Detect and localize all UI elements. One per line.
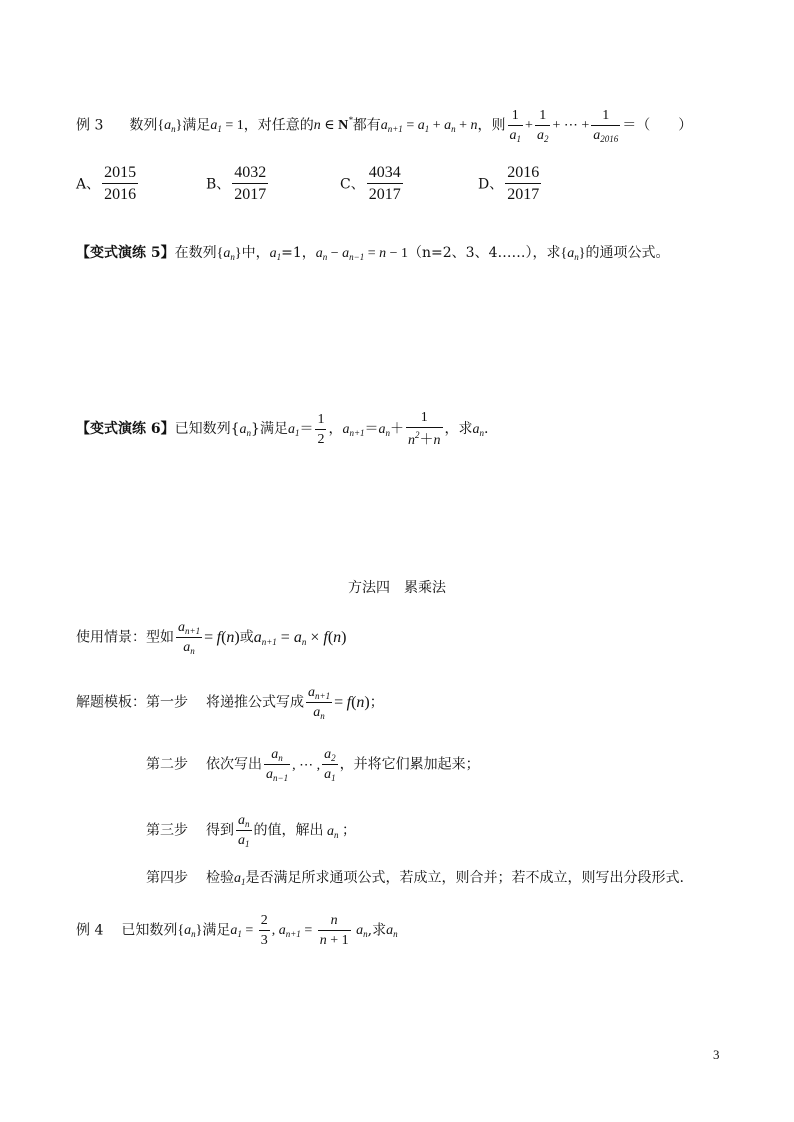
variant-5: 【变式演练 5】在数列$\{a_n\}$中，$a_1=1$，$a_n - a_{n-1} = n - 1(n=2$、3、4……），求$\{a_n\}$的通项公式。 — [76, 245, 670, 262]
example-4-formula: $a_1$ = $\frac{2}{3}$ , $a_{n+1}$ = $\frac{n}{n + 1}$ $a_n$ — [230, 913, 368, 949]
recurrence-formula: $a_{n+1} = a_1 + a_n + n$ — [380, 118, 478, 135]
variant-6: 【变式演练 6】已知数列$\{a_n\}$满足$a_1=$ $\frac{1}{2}$ ，$a_{n+1}=a_n+$ $\frac{1}{n^2+n}$ ，求$a_n$. — [76, 410, 489, 449]
method-4-title: 方法四 累乘法 — [348, 580, 446, 596]
usage-label: 使用情景： — [76, 629, 146, 646]
variant-5-recurrence: $a_n - a_{n-1} = n - 1$ — [315, 246, 409, 262]
template-step-3: 第三步 得到 $\frac{a_n}{a_1}$ 的值，解出 $a_n$ ； — [146, 813, 356, 850]
template-step-1: 解题模板：第一步 将递推公式写成 $\frac{a_{n+1}}{a_n}$ = f(n)； — [76, 685, 384, 722]
template-step-2: 第二步 依次写出 $\frac{a_n}{a_{n-1}}$ , ⋯ , $\frac{a_2}{a_1}$ ，并将它们累加起来； — [146, 747, 480, 784]
option-d: D、 $\frac{2016}{2017}$ — [478, 164, 540, 204]
option-c-letter: C、 — [340, 176, 365, 193]
option-a: A、 $\frac{2015}{2016}$ — [76, 164, 137, 204]
variant-5-label: 【变式演练 5】 — [76, 245, 175, 261]
example-3: 例 3 数列$\{a_n\}$满足$a_1 = 1$，对任意的n ∈ N*都有$a_{n+1} = a_1 + a_n + n$，则 $\frac{1}{a_1}$ + $\frac{1}{a_2}$ + ⋯ + $\frac{1}{a_{2016}}$ ＝（ ） — [76, 108, 693, 145]
usage-scenario: 使用情景：型如 $\frac{a_{n+1}}{a_n}$ = f(n)或$a_{n+1} = a_n \times f(n)$ — [76, 620, 347, 657]
example-4: 例 4 已知数列$\{a_n\}$满足$a_1$ = $\frac{2}{3}$ , $a_{n+1}$ = $\frac{n}{n + 1}$ $a_n$,求$a_n$ — [76, 913, 398, 949]
template-step-4: 第四步 检验$a_1$是否满足所求通项公式，若成立，则合并；若不成立，则写出分段形式. — [146, 870, 684, 887]
page-number: 3 — [713, 1047, 720, 1062]
reciprocal-sum: $\frac{1}{a_1}$ + $\frac{1}{a_2}$ + ⋯ + $\frac{1}{a_{2016}}$ — [509, 108, 619, 145]
option-b: B、 $\frac{4032}{2017}$ — [206, 164, 267, 204]
option-b-letter: B、 — [206, 176, 231, 193]
template-label: 解题模板： — [76, 694, 146, 711]
option-a-letter: A、 — [76, 176, 101, 193]
option-c: C、 $\frac{4034}{2017}$ — [340, 164, 401, 204]
variant-6-recurrence: $a_{n+1}=a_n+$ $\frac{1}{n^2+n}$ — [342, 410, 441, 449]
sequence-an: $\{a_n\}$ — [157, 118, 183, 135]
example-3-label: 例 3 — [76, 117, 104, 134]
option-d-letter: D、 — [478, 176, 504, 193]
variant-6-label: 【变式演练 6】 — [76, 420, 175, 437]
example-4-label: 例 4 — [76, 922, 104, 939]
